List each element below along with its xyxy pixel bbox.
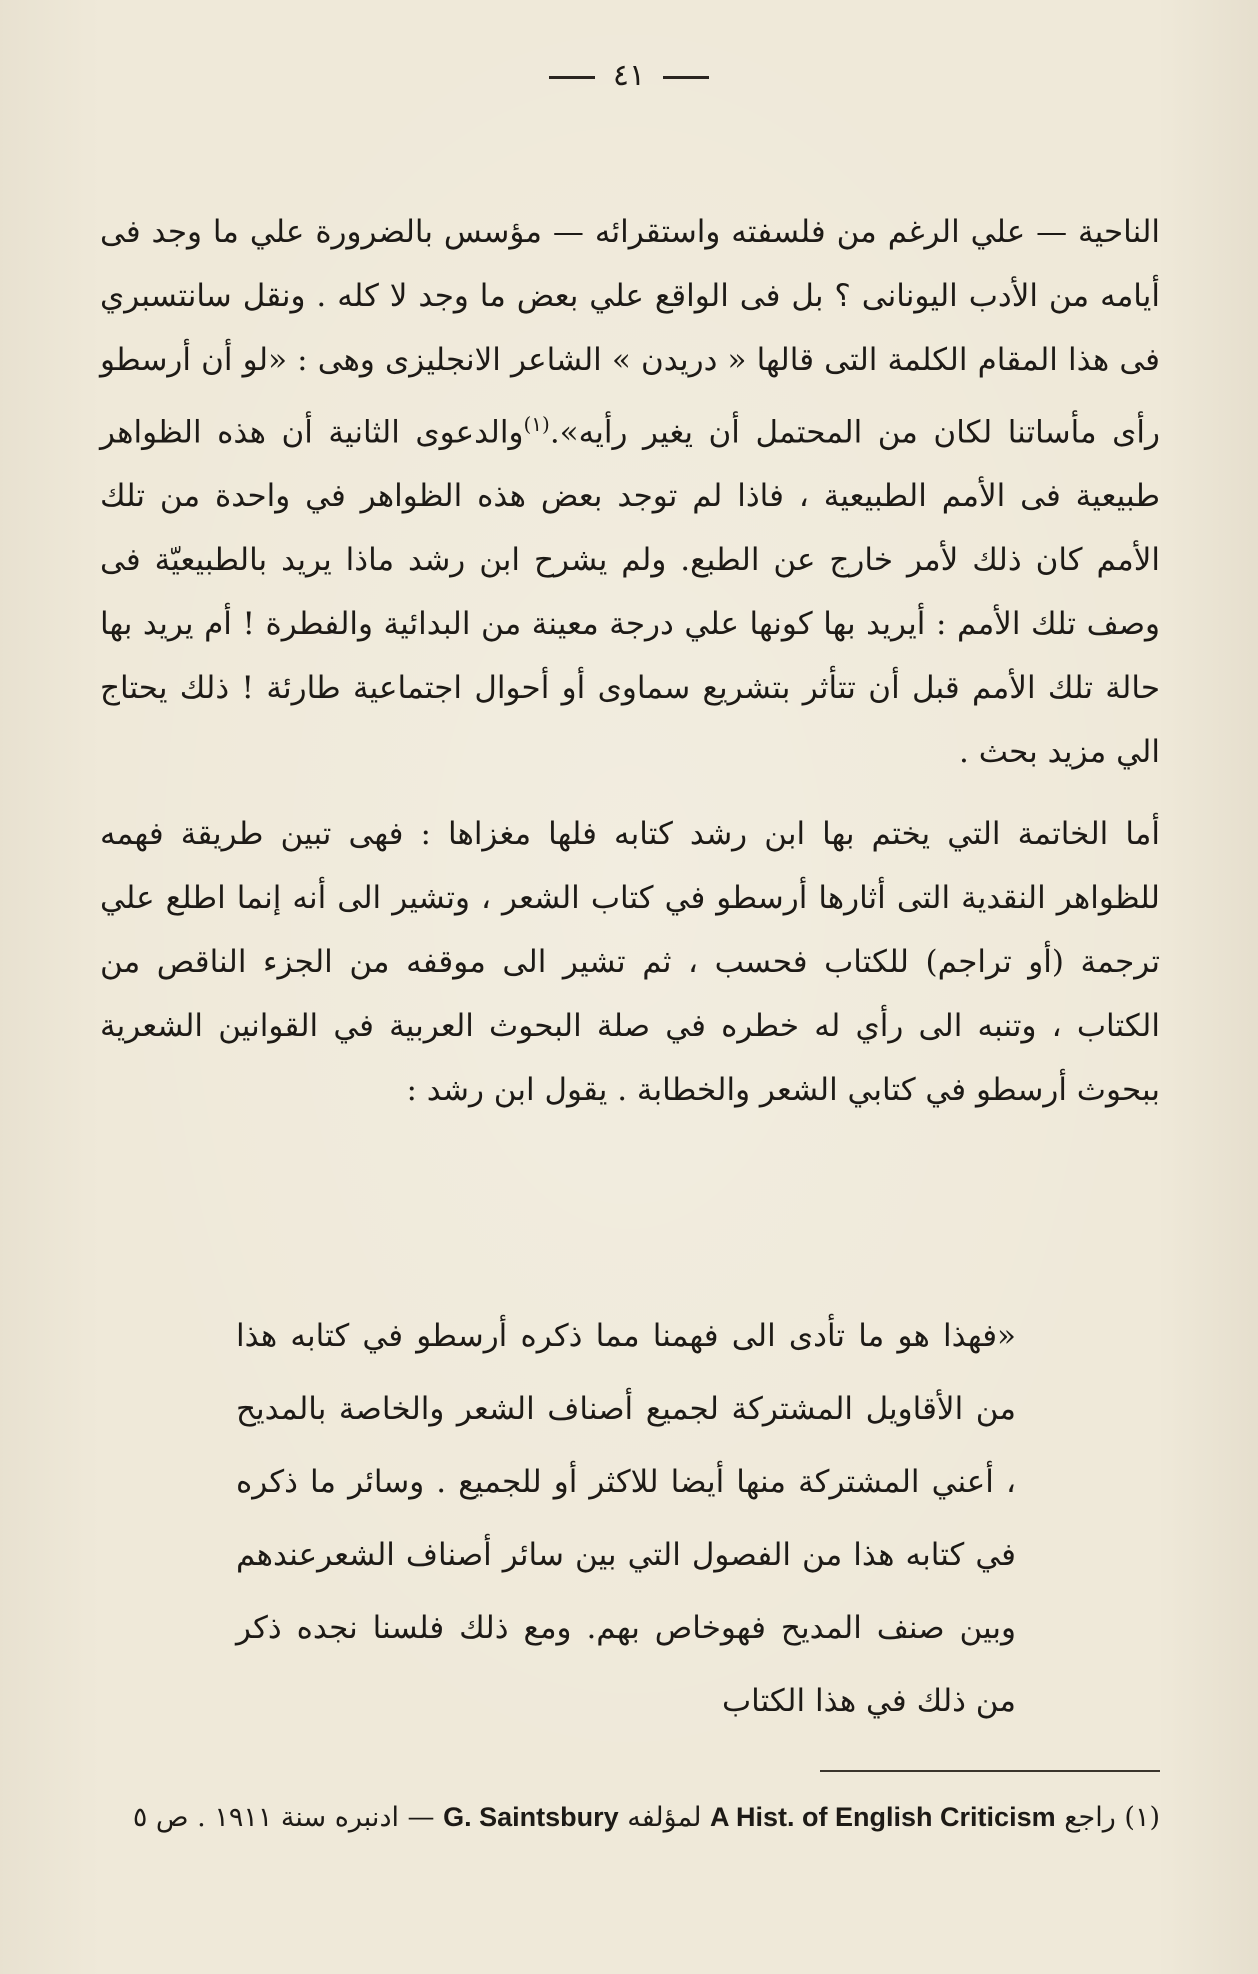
footnote-prefix: راجع: [1064, 1802, 1116, 1833]
main-text: [100, 200, 1160, 1122]
block-quotation: «فهذا هو ما تأدى الى فهمنا مما ذكره أرسطو في كتابه هذا من الأقاويل المشتركة لجميع أصناف الشعر والخاصة بالمديح ، أعني المشتركة منها أيضا للاكثر أو للجميع . وسائر ما ذكره في كتابه هذا من الفصول التي بين سائر أصناف الشعرعندهم وبين صنف المديح فهوخاص بهم. ومع ذلك فلسنا نجده ذكر من ذلك في هذا الكتاب: [236, 1318, 1016, 1719]
paragraph-1-text-a: الناحية — علي الرغم من فلسفته واستقرائه — مؤسس بالضرورة علي ما وجد فى أيامه من الأدب اليونانى ؟ بل فى الواقع علي بعض ما وجد لا كله . ونقل سانتسبري فى هذا المقام الكلمة التى قالها « دريدن » الشاعر الانجليزى وهى : «لو أن أرسطو رأى مأساتنا لكان من المحتمل أن يغير رأيه».: [100, 214, 1160, 451]
page-header: [0, 58, 1258, 93]
footnote-book-title: A Hist. of English Criticism: [710, 1802, 1056, 1832]
header-dash-left: [549, 76, 595, 79]
header-dash-right: [663, 76, 709, 79]
paragraph-2: أما الخاتمة التي يختم بها ابن رشد كتابه فلها مغزاها : فهى تبين طريقة فهمه للظواهر النقدية التى أثارها أرسطو في كتاب الشعر ، وتشير الى أنه إنما اطلع علي ترجمة (أو تراجم) للكتاب فحسب ، ثم تشير الى موقفه من الجزء الناقص من الكتاب ، وتنبه الى رأي له خطره في صلة البحوث العربية في القوانين الشعرية ببحوث أرسطو في كتابي الشعر والخطابة . يقول ابن رشد :: [100, 816, 1160, 1109]
footnote-marker: (١): [1124, 1802, 1160, 1833]
page-number: ٤١: [612, 58, 646, 93]
footnote-suffix: — ادنبره سنة ١٩١١ . ص ٥: [132, 1802, 435, 1833]
paragraph-1-text-b: والدعوى الثانية أن هذه الظواهر طبيعية فى الأمم الطبيعية ، فاذا لم توجد بعض هذه الظواهر في واحدة من تلك الأمم كان ذلك لأمر خارج عن الطبع. ولم يشرح ابن رشد ماذا يريد بالطبيعيّة فى وصف تلك الأمم : أيريد بها كونها علي درجة معينة من البدائية والفطرة ! أم يريد بها حالة تلك الأمم قبل أن تتأثر بتشريع سماوى أو أحوال اجتماعية طارئة ! ذلك يحتاج الي مزيد بحث .: [100, 414, 1160, 771]
footnote-by-author: لمؤلفه: [627, 1802, 702, 1833]
footnote: [100, 1790, 1160, 1845]
footnote-author: G. Saintsbury: [443, 1802, 619, 1832]
footnote-reference: (١): [523, 412, 550, 436]
footnote-separator: [820, 1770, 1160, 1772]
paragraph-1: [100, 200, 1160, 784]
